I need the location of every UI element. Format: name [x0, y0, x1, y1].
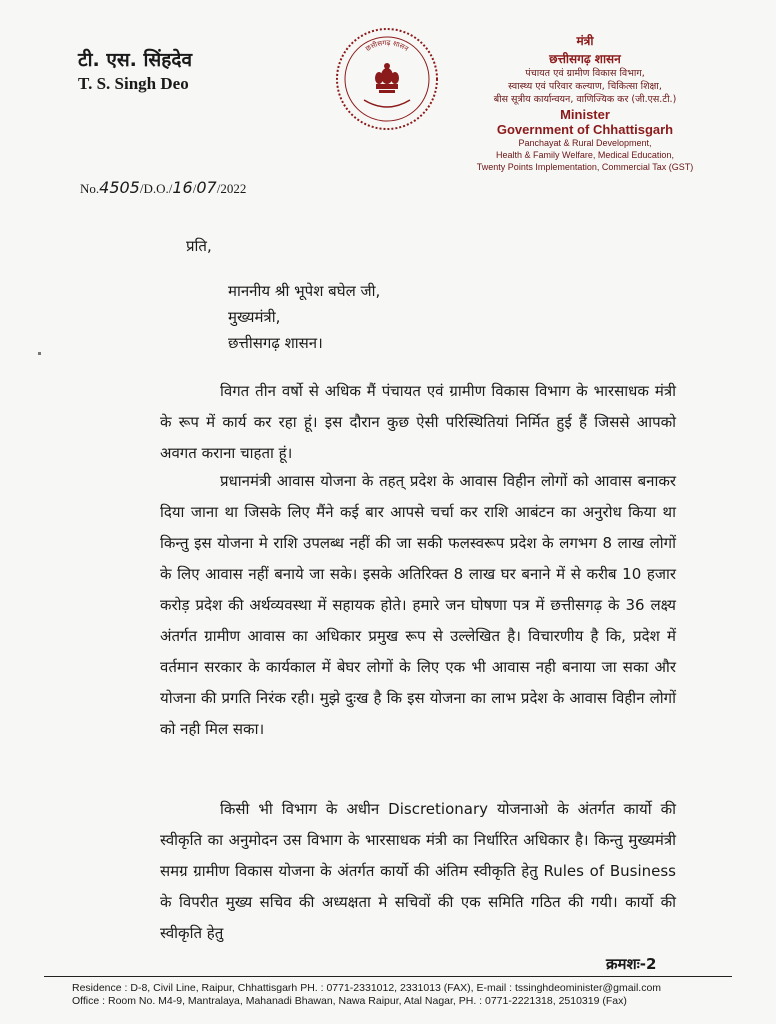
- margin-mark: [38, 352, 41, 355]
- dept-english-3: Twenty Points Implementation, Commercial Tax (GST): [476, 162, 694, 172]
- designation-english: Minister: [560, 107, 610, 122]
- body-paragraph-3: किसी भी विभाग के अधीन Discretionary योजनाओ के अंतर्गत कार्यो की स्वीकृति का अनुमोदन उस विभाग के भारसाधक मंत्री का निर्धारित अधिकार है। किन्तु मुख्यमंत्री समग्र ग्रामीण विकास योजना के अंतर्गत कार्यो की अंतिम स्वीकृति हेतु Rules of Business के विपरीत मुख्य सचिव की अध्यक्षता मे सचिवों की एक समिति गठित की गयी। कार्यो की स्वीकृति हेतु: [160, 800, 676, 942]
- ref-date-month: 07: [196, 178, 217, 197]
- address-line: माननीय श्री भूपेश बघेल जी,: [228, 282, 381, 300]
- ref-mid: /D.O./: [139, 181, 173, 196]
- sender-name-hindi: टी. एस. सिंहदेव: [78, 49, 193, 71]
- emblem-text: छत्तीसगढ़ शासन: [364, 38, 410, 54]
- ref-date-sep: /: [192, 181, 197, 196]
- designation-hindi: मंत्री: [576, 34, 594, 48]
- footer-divider: [44, 976, 732, 977]
- reference-number-line: [80, 178, 246, 197]
- dept-english-2: Health & Family Welfare, Medical Education,: [496, 150, 674, 160]
- footer-residence: Residence : D-8, Civil Line, Raipur, Chhattisgarh PH. : 0771-2331012, 2331013 (FAX), E-mail : tssinghdeominister@gmail.com: [72, 982, 662, 994]
- continuation-mark: क्रमशः-2: [606, 955, 657, 973]
- salutation: प्रति,: [186, 237, 212, 255]
- recipient-address: [228, 278, 380, 356]
- dept-hindi-1: पंचायत एवं ग्रामीण विकास विभाग,: [525, 68, 645, 79]
- ref-prefix: No.: [80, 181, 100, 196]
- address-line: मुख्यमंत्री,: [228, 308, 281, 326]
- dept-hindi-2: स्वास्थ्य एवं परिवार कल्याण, चिकित्सा शिक्षा,: [508, 81, 662, 92]
- body-paragraph-2: प्रधानमंत्री आवास योजना के तहत् प्रदेश के आवास विहीन लोगों को आवास बनाकर दिया जाना था जिसके लिए मैंने कई बार आपसे चर्चा कर राशि आबंटन का अनुरोध किया था किन्तु इस योजना मे राशि उपलब्ध नहीं की जा सकी फलस्वरूप प्रदेश के लगभग 8 लाख लोगों के लिए आवास नहीं बनाये जा सके। इसके अतिरिक्त 8 लाख घर बनाने में से करीब 10 हजार करोड़ प्रदेश की अर्थव्यवस्था में सहायक होते। हमारे जन घोषणा पत्र में छत्तीसगढ़ के 36 लक्ष्य अंतर्गत ग्रामीण आवास का अधिकार प्रमुख रूप से उल्लेखित है। विचारणीय है कि, प्रदेश में वर्तमान सरकार के कार्यकाल में बेघर लोगों के लिए एक भी आवास नही बनाया जा सका और योजना की प्रगति निरंक रही। मुझे दुःख है कि इस योजना का लाभ प्रदेश के आवास विहीन लोगों को नही मिल सका।: [160, 472, 676, 738]
- state-emblem-seal: [334, 26, 440, 132]
- dept-english-1: Panchayat & Rural Development,: [518, 138, 652, 148]
- ref-date-day: 16: [172, 178, 193, 197]
- svg-text:छत्तीसगढ़ शासन: [364, 39, 410, 53]
- footer-contact: [72, 982, 661, 1008]
- government-hindi: छत्तीसगढ़ शासन: [549, 52, 621, 66]
- address-line: छत्तीसगढ़ शासन।: [228, 334, 323, 352]
- sender-name-english: T. S. Singh Deo: [78, 74, 189, 93]
- government-english: Government of Chhattisgarh: [496, 122, 674, 137]
- footer-office: Office : Room No. M4-9, Mantralaya, Mahanadi Bhawan, Nawa Raipur, Atal Nagar, PH. : 0771-2221318, 2510319 (Fax): [72, 995, 627, 1007]
- minister-designation-block: [460, 32, 710, 173]
- body-paragraph-1: विगत तीन वर्षो से अधिक मैं पंचायत एवं ग्रामीण विकास विभाग के भारसाधक मंत्री के रूप में कार्य कर रहा हूं। इस दौरान कुछ ऐसी परिस्थितियां निर्मित हुई हैं जिससे आपको अवगत कराना चाहता हूं।: [160, 382, 676, 462]
- ref-number: 4505: [99, 178, 140, 197]
- dept-hindi-3: बीस सूत्रीय कार्यान्वयन, वाणिज्यिक कर (जी.एस.टी.): [493, 94, 677, 105]
- ref-date-year: /2022: [216, 181, 247, 196]
